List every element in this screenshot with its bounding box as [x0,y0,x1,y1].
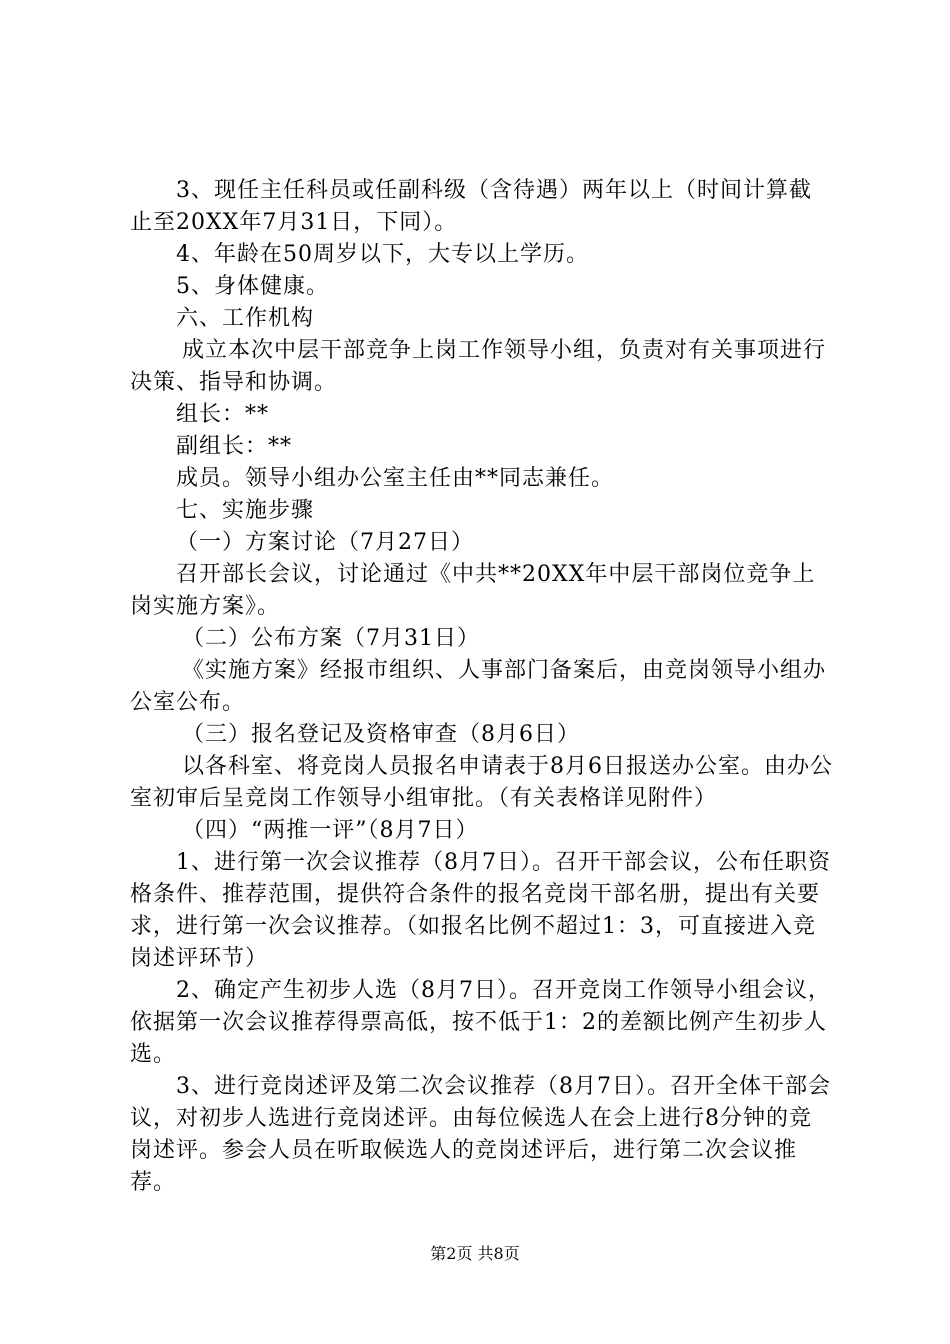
paragraph-second-recommendation: 3、进行竞岗述评及第二次会议推荐（8月7日）。召开全体干部会议，对初步人选进行竞岗述评。由每位候选人在会上进行8分钟的竞岗述评。参会人员在听取候选人的竞岗述评后，进行第二次会议推荐。 [130,1074,831,1195]
paragraph-group-leader: 组长：** [176,402,270,427]
paragraph-registration: 以各科室、将竞岗人员报名申请表于8月6日报送办公室。由办公室初审后呈竞岗工作领导小组审批。（有关表格详见附件） [130,754,833,811]
paragraph-members: 成员。领导小组办公室主任由**同志兼任。 [176,466,615,491]
paragraph-publish: 《实施方案》经报市组织、人事部门备案后，由竞岗领导小组办公室公布。 [130,658,827,715]
paragraph-qualification-4: 4、年龄在50周岁以下，大专以上学历。 [176,242,589,267]
paragraph-qualification-3: 3、现任主任科员或任副科级（含待遇）两年以上（时间计算截止至20XX年7月31日，下同）。 [130,178,812,235]
paragraph-discussion: 召开部长会议，讨论通过《中共**20XX年中层干部岗位竞争上岗实施方案》。 [130,562,816,619]
paragraph-qualification-5: 5、身体健康。 [176,274,329,299]
document-body [130,175,834,1199]
page-footer: 第2页 共8页 [430,1244,520,1263]
paragraph-leading-group: 成立本次中层干部竞争上岗工作领导小组，负责对有关事项进行决策、指导和协调。 [130,338,827,395]
subheading-registration: （三）报名登记及资格审查（8月6日） [182,722,580,747]
section-heading-steps: 七、实施步骤 [176,498,315,523]
subheading-two-recommend-one-review: （四）“两推一评”（8月7日） [182,818,479,843]
paragraph-deputy-leader: 副组长：** [176,434,293,459]
section-heading-organization: 六、工作机构 [176,306,315,331]
subheading-publish: （二）公布方案（7月31日） [182,626,480,651]
paragraph-first-recommendation: 1、进行第一次会议推荐（8月7日）。召开干部会议，公布任职资格条件、推荐范围，提供符合条件的报名竞岗干部名册，提出有关要求，进行第一次会议推荐。（如报名比例不超过1：3，可直接进入竞岗述评环节） [130,850,831,971]
paragraph-initial-candidates: 2、确定产生初步人选（8月7日）。召开竞岗工作领导小组会议，依据第一次会议推荐得票高低，按不低于1：2的差额比例产生初步人选。 [130,978,831,1067]
subheading-discussion: （一）方案讨论（7月27日） [176,530,474,555]
